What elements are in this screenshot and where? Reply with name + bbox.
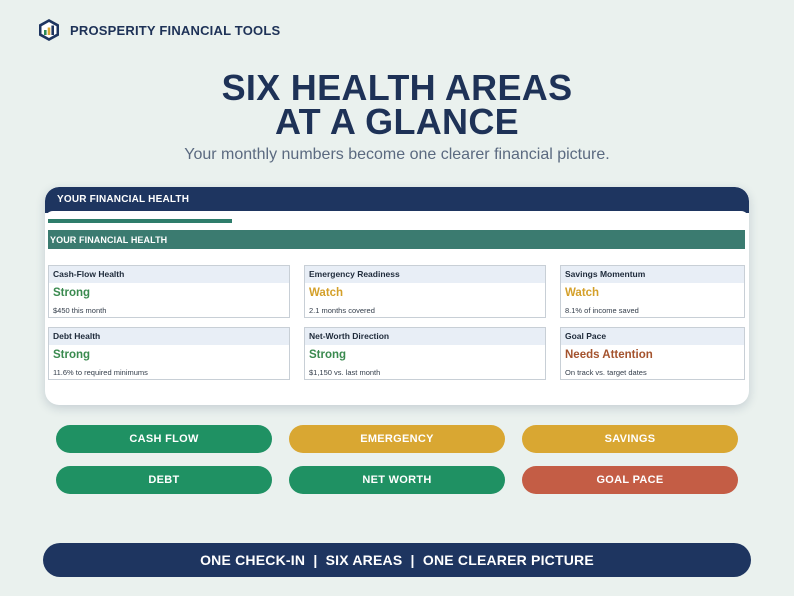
metric-status: Strong <box>53 287 91 299</box>
pill-savings[interactable]: SAVINGS <box>522 425 738 453</box>
financial-health-card <box>45 187 749 405</box>
brand <box>38 18 280 42</box>
bar-chart-hexagon-icon <box>38 18 60 42</box>
metric-status: Strong <box>53 349 91 361</box>
metric-savings-momentum <box>560 265 745 318</box>
metric-label: Debt Health <box>49 328 289 345</box>
pill-goal-pace[interactable]: GOAL PACE <box>522 466 738 494</box>
metric-label: Net-Worth Direction <box>305 328 545 345</box>
pill-net-worth[interactable]: NET WORTH <box>289 466 505 494</box>
metric-status: Watch <box>565 287 600 299</box>
footer-text: ONE CHECK-IN | SIX AREAS | ONE CLEARER PICTURE <box>200 552 594 568</box>
card-header <box>45 187 749 213</box>
metric-label: Emergency Readiness <box>305 266 545 283</box>
page-subtitle: Your monthly numbers become one clearer financial picture. <box>184 146 610 163</box>
metric-emergency-readiness <box>304 265 546 318</box>
metric-cash-flow-health <box>48 265 290 318</box>
pill-cash-flow[interactable]: CASH FLOW <box>56 425 272 453</box>
card-header-title: YOUR FINANCIAL HEALTH <box>57 194 190 205</box>
metric-status: Watch <box>309 287 344 299</box>
card-body-edge <box>45 211 749 219</box>
metric-detail: $450 this month <box>53 306 107 315</box>
metric-detail: $1,150 vs. last month <box>309 368 381 377</box>
page-title-line-2: AT A GLANCE <box>275 101 519 142</box>
page-title-line-1: SIX HEALTH AREAS <box>221 67 573 108</box>
metric-net-worth-direction <box>304 327 546 380</box>
accent-line <box>48 219 232 223</box>
metric-label: Cash-Flow Health <box>49 266 289 283</box>
metric-label: Goal Pace <box>561 328 744 345</box>
metric-detail: 2.1 months covered <box>309 306 375 315</box>
section-title: YOUR FINANCIAL HEALTH <box>50 235 168 245</box>
metric-label: Savings Momentum <box>561 266 744 283</box>
metric-detail: 11.6% to required minimums <box>53 368 148 377</box>
metric-detail: 8.1% of income saved <box>565 306 639 315</box>
section-title-bar <box>48 230 745 249</box>
pill-emergency[interactable]: EMERGENCY <box>289 425 505 453</box>
metric-detail: On track vs. target dates <box>565 368 647 377</box>
pill-debt[interactable]: DEBT <box>56 466 272 494</box>
brand-name: PROSPERITY FINANCIAL TOOLS <box>70 22 281 38</box>
footer-banner <box>43 543 751 577</box>
metric-status: Needs Attention <box>565 349 653 361</box>
metric-goal-pace <box>560 327 745 380</box>
metric-debt-health <box>48 327 290 380</box>
metric-status: Strong <box>309 349 347 361</box>
